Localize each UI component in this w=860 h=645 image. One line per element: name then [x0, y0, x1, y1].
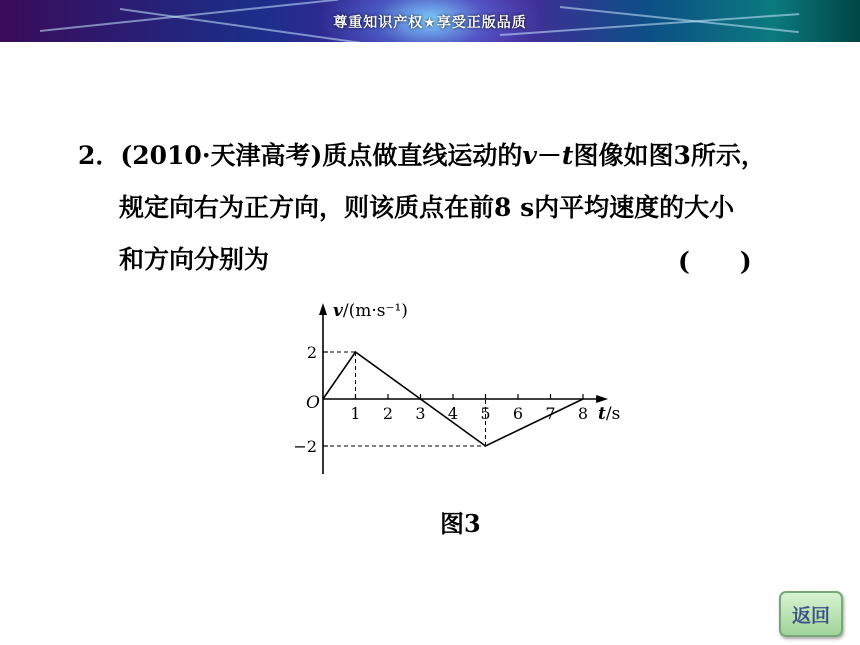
x-tick-label: 1: [350, 404, 361, 423]
question-text-1b: 图像如图3所示，: [573, 141, 766, 170]
x-tick-label: 4: [447, 404, 459, 423]
x-tick-label: 8: [577, 404, 589, 423]
y-axis-arrow: [319, 303, 327, 315]
origin-label: O: [306, 393, 320, 413]
x-tick-label: 5: [480, 404, 491, 423]
figure-caption: 图3: [440, 509, 481, 538]
back-button[interactable]: 返回: [779, 591, 843, 637]
banner-text: 尊重知识产权★享受正版品质: [333, 15, 527, 31]
x-tick-label: 3: [415, 404, 426, 423]
question-line-3: 和方向分别为: [119, 245, 270, 274]
answer-parentheses: ( ): [678, 247, 752, 276]
x-tick-label: 6: [512, 404, 524, 423]
y-axis-label: v/(m·s⁻¹): [333, 301, 408, 321]
y-tick-label: −2: [293, 437, 317, 456]
x-tick-label: 2: [382, 404, 394, 423]
x-axis-arrow: [596, 395, 608, 403]
question-source: (2010·天津高考): [120, 141, 323, 170]
question-line-2: 规定向右为正方向，则该质点在前8 s内平均速度的大小: [119, 193, 735, 222]
y-tick-label: 2: [306, 343, 317, 362]
x-axis-label: t/s: [598, 404, 621, 424]
dash: －: [536, 141, 562, 170]
var-t: t: [561, 141, 574, 170]
var-v: v: [522, 141, 537, 170]
x-tick-label: 7: [545, 404, 556, 423]
question-text-1a: 质点做直线运动的: [322, 141, 523, 170]
question-number: 2．: [78, 141, 121, 170]
